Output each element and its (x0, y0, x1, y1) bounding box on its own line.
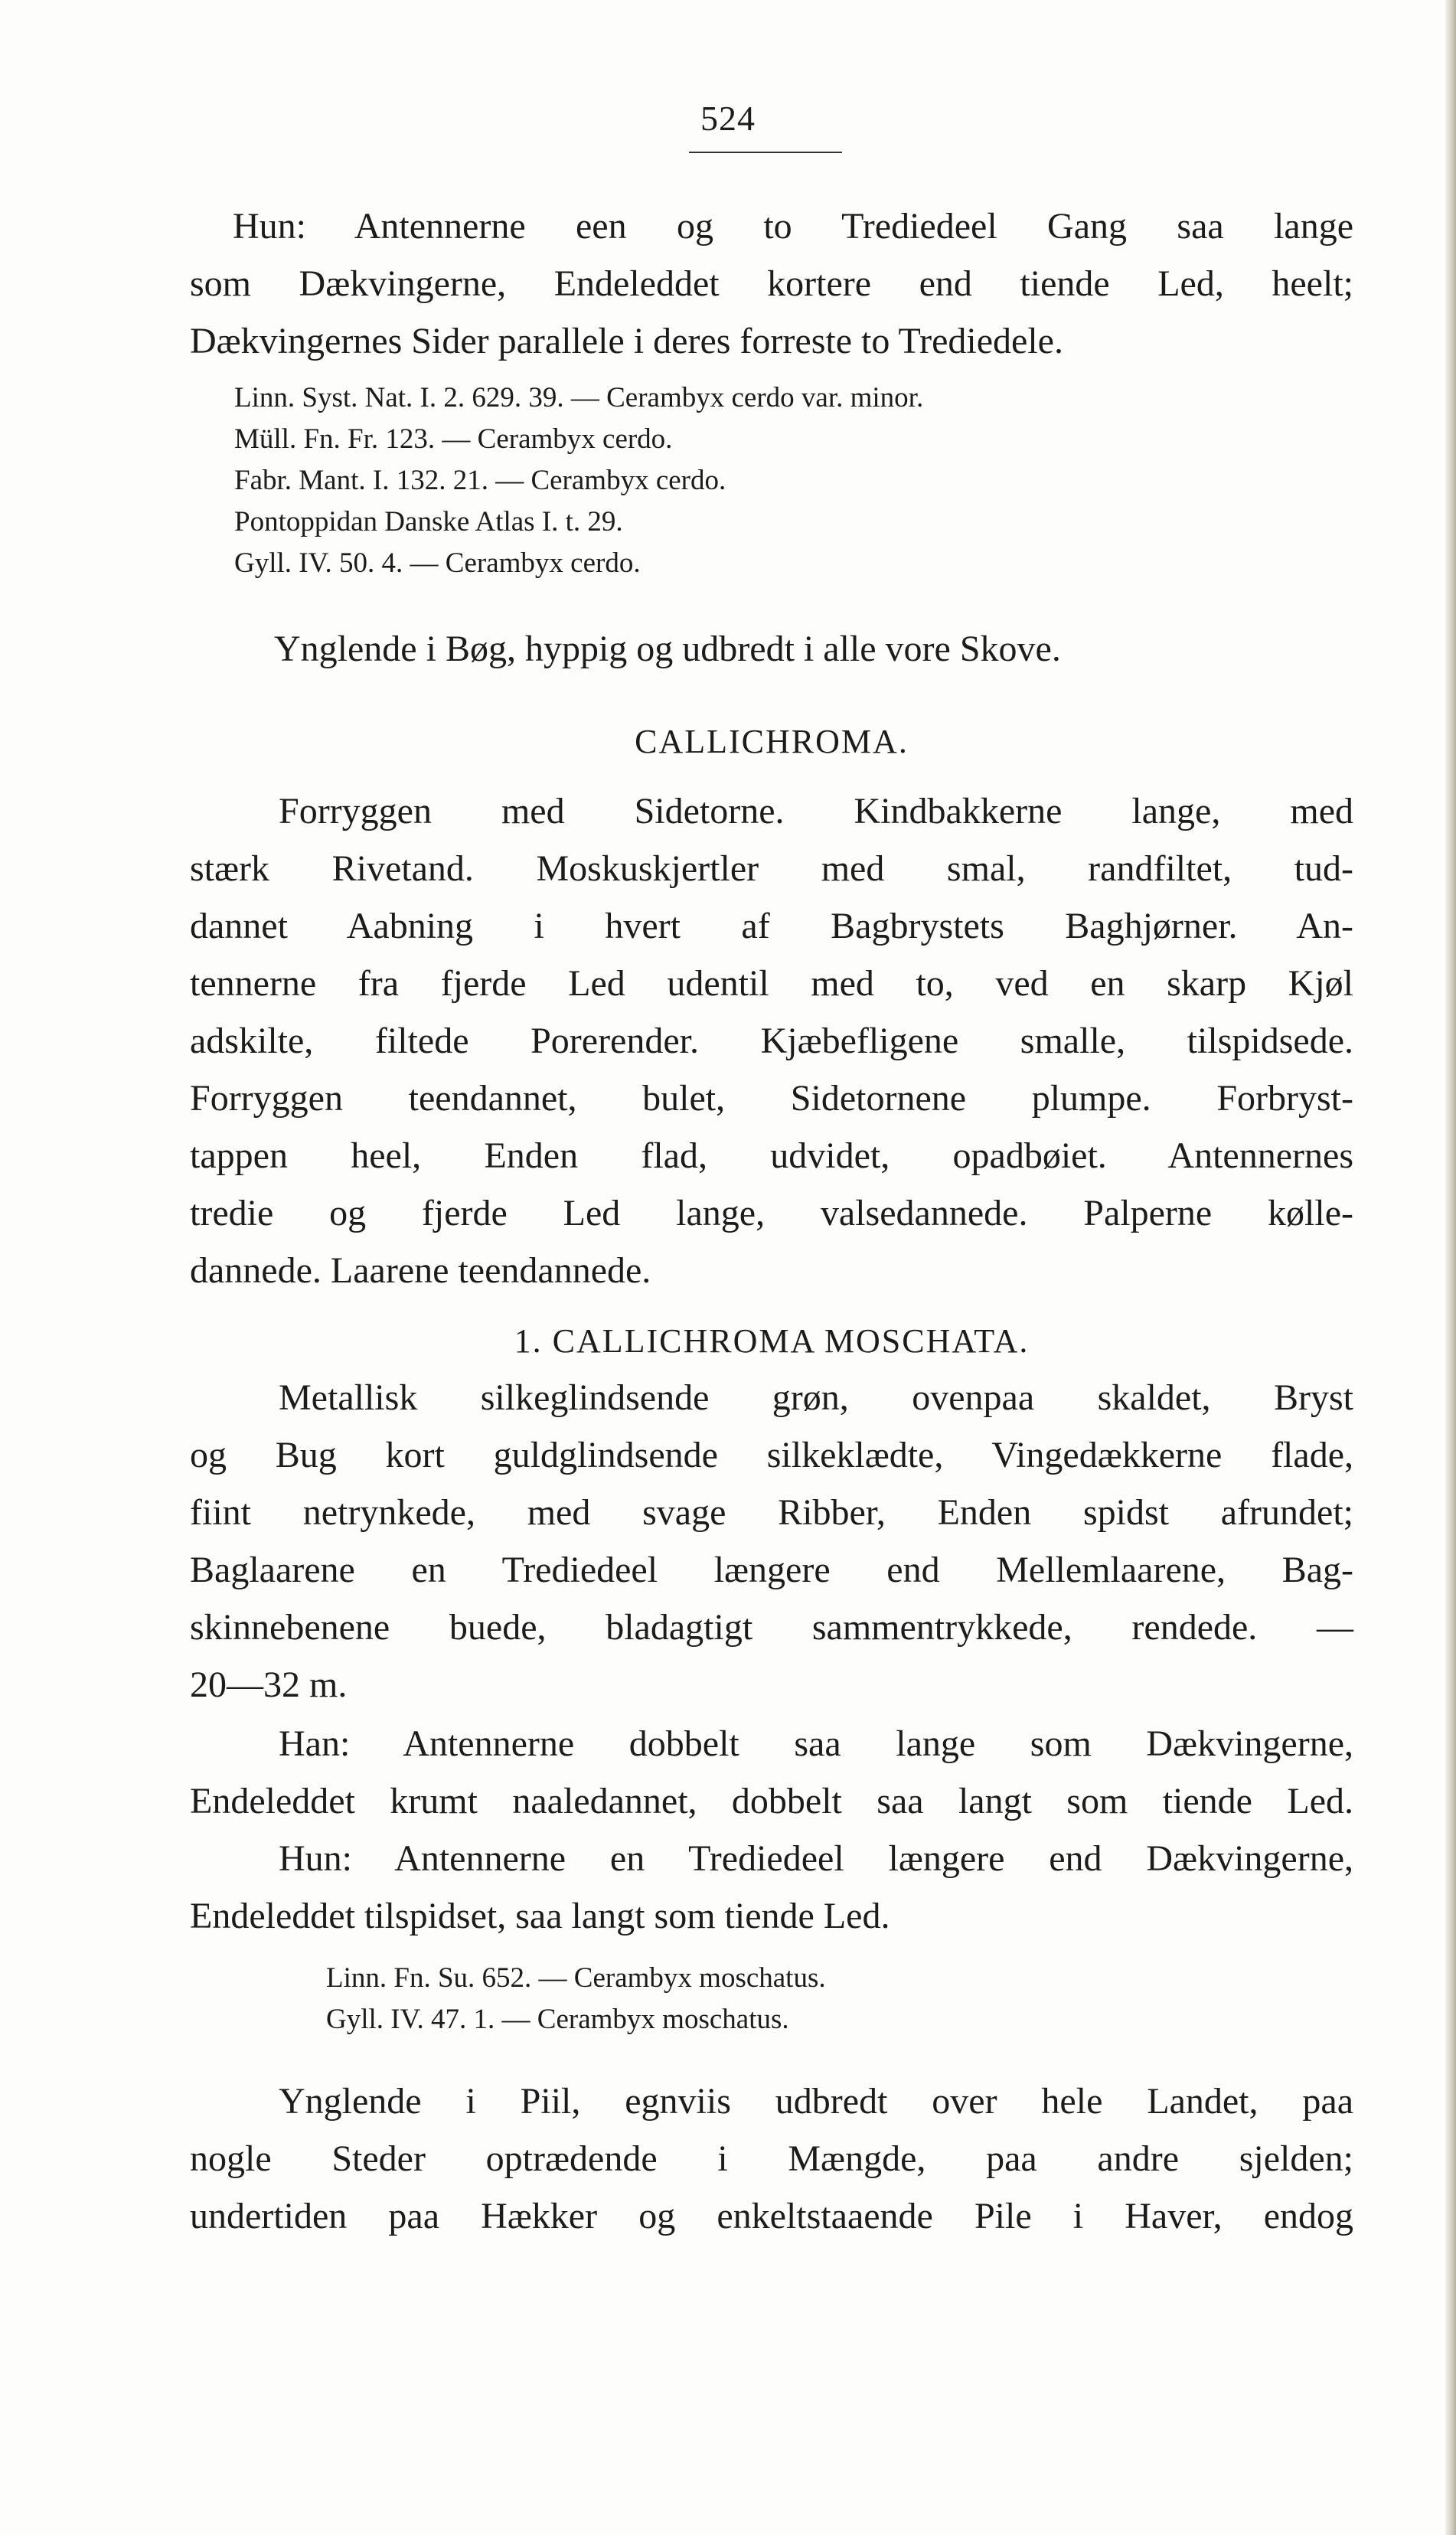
reference-line: Fabr. Mant. I. 132. 21. — Cerambyx cerdo. (234, 465, 726, 496)
text-line: Endeleddet tilspidset, saa langt som tiende Led. (190, 1896, 890, 1936)
references-1 (190, 377, 1353, 584)
text-line: tredie og fjerde Led lange, valsedannede. Palperne kølle- (190, 1193, 1353, 1233)
text-line: adskilte, filtede Porerender. Kjæbefligene smalle, tilspidsede. (190, 1021, 1353, 1061)
text-line: 20—32 m. (190, 1664, 348, 1705)
species-description (190, 1369, 1353, 1713)
text-line: Forryggen med Sidetorne. Kindbakkerne lange, med (279, 791, 1353, 831)
genus-description (190, 782, 1353, 1299)
text-line: Ynglende i Piil, egnviis udbredt over hele Landet, paa (279, 2081, 1353, 2122)
habitat-paragraph-2 (190, 2073, 1353, 2245)
text-line: Forryggen teendannet, bulet, Sidetornene plumpe. Forbryst- (190, 1078, 1353, 1119)
text-line: nogle Steder optrædende i Mængde, paa andre sjelden; (190, 2138, 1353, 2179)
text-line: dannede. Laarene teendannede. (190, 1250, 651, 1291)
text-line: dannet Aabning i hvert af Bagbrystets Baghjørner. An- (190, 906, 1353, 946)
text-line: Hun: Antennerne en Trediedeel længere end Dækvingerne, (279, 1838, 1353, 1879)
text-line: undertiden paa Hækker og enkeltstaaende Pile i Haver, endog (190, 2196, 1353, 2236)
text-line: som Dækvingerne, Endeleddet kortere end tiende Led, heelt; (190, 263, 1353, 304)
habitat-paragraph-1 (190, 620, 1353, 678)
text-line: Endeleddet krumt naaledannet, dobbelt saa langt som tiende Led. (190, 1781, 1353, 1821)
text-line: tappen heel, Enden flad, udvidet, opadbøiet. Antennernes (190, 1135, 1353, 1176)
reference-line: Gyll. IV. 47. 1. — Cerambyx moschatus. (326, 2004, 789, 2035)
text-line: tennerne fra fjerde Led udentil med to, ved en skarp Kjøl (190, 963, 1353, 1004)
reference-line: Müll. Fn. Fr. 123. — Cerambyx cerdo. (234, 423, 673, 455)
species-heading: 1. CALLICHROMA MOSCHATA. (514, 1322, 1030, 1360)
hun-paragraph-1 (190, 198, 1353, 370)
text-line: Dækvingernes Sider parallele i deres forreste to Trediedele. (190, 321, 1063, 361)
reference-line: Pontoppidan Danske Atlas I. t. 29. (234, 506, 623, 537)
page-number: 524 (700, 99, 756, 138)
text-line: Metallisk silkeglindsende grøn, ovenpaa skaldet, Bryst (279, 1377, 1353, 1418)
text-line: Han: Antennerne dobbelt saa lange som Dækvingerne, (279, 1723, 1353, 1764)
han-paragraph (190, 1715, 1353, 1830)
page-edge (1445, 0, 1456, 2535)
text-line: Ynglende i Bøg, hyppig og udbredt i alle vore Skove. (274, 629, 1061, 669)
text-line: skinnebenene buede, bladagtigt sammentrykkede, rendede. — (190, 1607, 1353, 1648)
reference-line: Linn. Syst. Nat. I. 2. 629. 39. — Cerambyx cerdo var. minor. (234, 382, 924, 413)
text-line: fiint netrynkede, med svage Ribber, Enden spidst afrundet; (190, 1492, 1353, 1533)
genus-heading: CALLICHROMA. (635, 723, 909, 760)
text-line: Baglaarene en Trediedeel længere end Mellemlaarene, Bag- (190, 1550, 1353, 1590)
text-line: stærk Rivetand. Moskuskjertler med smal, randfiltet, tud- (190, 848, 1353, 889)
page-number-rule (689, 152, 842, 153)
references-2 (190, 1958, 1353, 2040)
reference-line: Linn. Fn. Su. 652. — Cerambyx moschatus. (326, 1962, 826, 1994)
text-line: Hun: Antennerne een og to Trediedeel Gang saa lange (233, 206, 1353, 247)
text-line: og Bug kort guldglindsende silkeklædte, Vingedækkerne flade, (190, 1435, 1353, 1475)
hun-paragraph-2 (190, 1830, 1353, 1945)
reference-line: Gyll. IV. 50. 4. — Cerambyx cerdo. (234, 547, 641, 579)
